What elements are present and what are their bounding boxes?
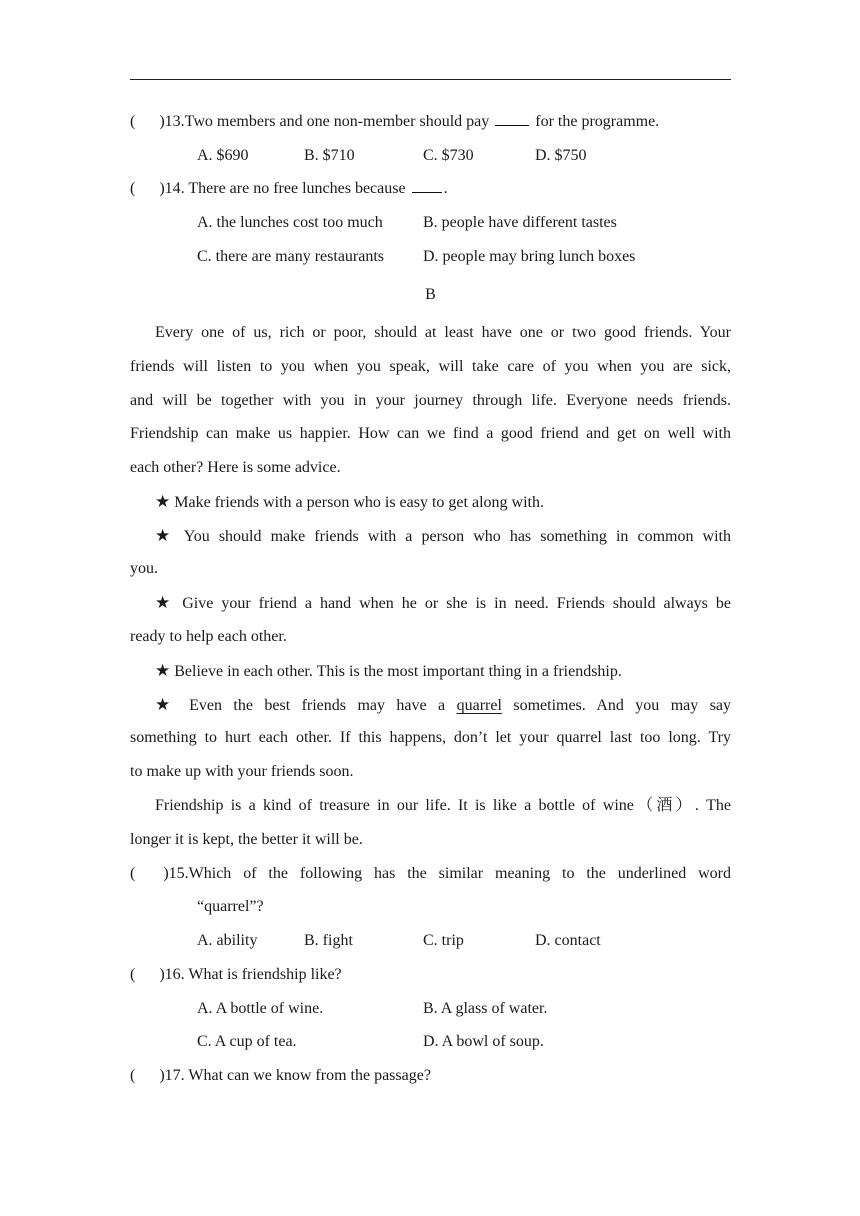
tip-5-continued: something to hurt each other. If this happens, don’t let your quarrel last too long. Try xyxy=(130,729,731,746)
option-c[interactable]: C. trip xyxy=(423,932,464,949)
tip-text: Make friends with a person who is easy to get along with. xyxy=(174,494,544,511)
passage-line: Every one of us, rich or poor, should at least have one or two good friends. Your xyxy=(155,324,731,341)
tip-1 xyxy=(155,491,731,513)
option-a[interactable]: A. ability xyxy=(197,932,258,949)
tip-3-continued: ready to help each other. xyxy=(130,628,287,645)
option-d[interactable]: D. contact xyxy=(535,932,601,949)
option-b[interactable]: B. fight xyxy=(304,932,353,949)
closing-line: longer it is kept, the better it will be. xyxy=(130,831,363,848)
option-a[interactable]: A. $690 xyxy=(197,147,249,164)
tip-text: You should make friends with a person who has something in common with xyxy=(183,528,731,545)
question-stem-continued: “quarrel”? xyxy=(197,898,264,915)
star-icon: ★ xyxy=(155,593,175,613)
option-d[interactable]: D. people may bring lunch boxes xyxy=(423,248,636,265)
question-stem-end: . xyxy=(443,180,448,197)
question-14 xyxy=(130,178,731,200)
tip-text: Give your friend a hand when he or she is in need. Friends should always be xyxy=(182,595,731,612)
question-stem: 13.Two members and one non-member should pay xyxy=(164,113,490,130)
answer-paren[interactable]: ( ) xyxy=(130,180,165,197)
passage-line: and will be together with you in your journey through life. Everyone needs friends. xyxy=(130,392,731,409)
passage-line: each other? Here is some advice. xyxy=(130,459,341,476)
question-stem-end: for the programme. xyxy=(535,113,660,130)
tip-text: Even the best friends may have a xyxy=(189,697,446,714)
option-d[interactable]: D. $750 xyxy=(535,147,587,164)
passage-line: Friendship can make us happier. How can we find a good friend and get on well with xyxy=(130,425,731,442)
option-b[interactable]: B. $710 xyxy=(304,147,355,164)
option-a[interactable]: A. A bottle of wine. xyxy=(197,1000,324,1017)
question-stem: 15.Which of the following has the similar meaning to the underlined word xyxy=(168,865,731,882)
option-b[interactable]: B. people have different tastes xyxy=(423,214,617,231)
question-stem: 16. What is friendship like? xyxy=(164,966,342,983)
answer-paren[interactable]: ( ) xyxy=(130,113,165,130)
option-c[interactable]: C. there are many restaurants xyxy=(197,248,385,265)
tip-2-continued: you. xyxy=(130,560,158,577)
option-b[interactable]: B. A glass of water. xyxy=(423,1000,548,1017)
closing-line: Friendship is a kind of treasure in our life. It is like a bottle of wine（酒）. The xyxy=(155,797,731,814)
answer-paren[interactable]: ( ) xyxy=(130,966,165,983)
tip-3 xyxy=(155,592,731,614)
option-a[interactable]: A. the lunches cost too much xyxy=(197,214,383,231)
star-icon: ★ xyxy=(155,492,171,512)
tip-4 xyxy=(155,660,731,682)
option-c[interactable]: C. A cup of tea. xyxy=(197,1033,297,1050)
tip-5-continued: to make up with your friends soon. xyxy=(130,763,354,780)
tip-text-end: sometimes. And you may say xyxy=(513,697,732,714)
tip-text: Believe in each other. This is the most important thing in a friendship. xyxy=(174,663,622,680)
header-rule xyxy=(130,79,731,80)
fill-blank xyxy=(412,180,442,193)
question-13 xyxy=(130,111,731,133)
star-icon: ★ xyxy=(155,661,171,681)
question-16 xyxy=(130,964,731,986)
passage-line: friends will listen to you when you speak, will take care of you when you are sick, xyxy=(130,358,731,375)
underlined-word: quarrel xyxy=(456,697,502,714)
question-stem: 14. There are no free lunches because xyxy=(164,180,406,197)
star-icon: ★ xyxy=(155,695,178,715)
section-heading: B xyxy=(425,286,436,303)
answer-paren[interactable]: ( ) xyxy=(130,865,169,882)
answer-paren[interactable]: ( ) xyxy=(130,1067,165,1084)
fill-blank xyxy=(495,113,529,126)
option-d[interactable]: D. A bowl of soup. xyxy=(423,1033,544,1050)
tip-5 xyxy=(155,694,731,716)
question-17 xyxy=(130,1065,731,1087)
question-15 xyxy=(130,863,731,885)
option-c[interactable]: C. $730 xyxy=(423,147,474,164)
star-icon: ★ xyxy=(155,526,176,546)
question-stem: 17. What can we know from the passage? xyxy=(164,1067,431,1084)
tip-2 xyxy=(155,525,731,547)
